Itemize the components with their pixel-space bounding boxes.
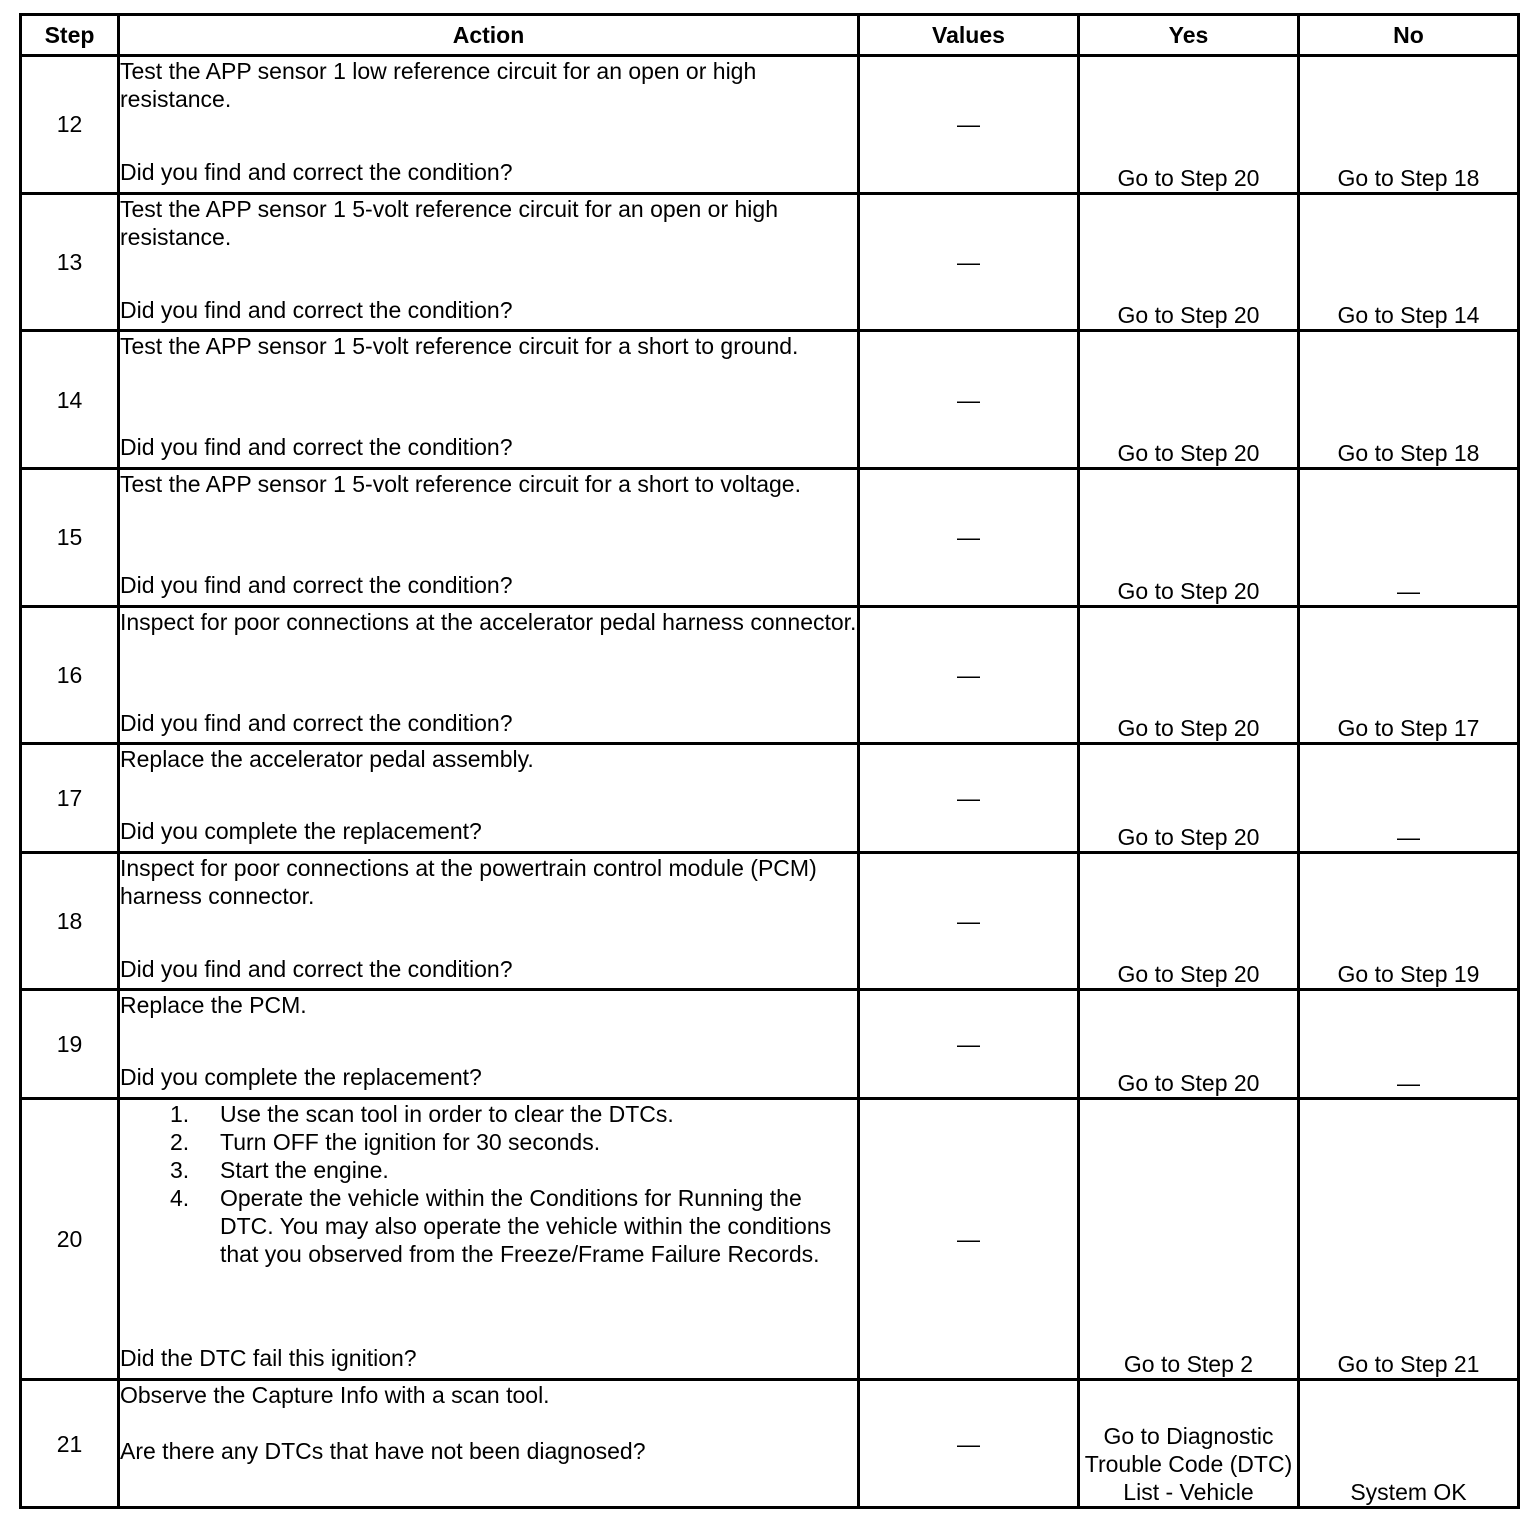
list-item: [120, 1100, 857, 1128]
table-row: [21, 56, 1519, 194]
header-row: [21, 15, 1519, 56]
no-cell: Go to Step 18: [1299, 331, 1519, 469]
no-cell: Go to Step 18: [1299, 56, 1519, 194]
no-cell: Go to Step 17: [1299, 606, 1519, 744]
table-row: [21, 744, 1519, 853]
action-text: Test the APP sensor 1 low reference circuit for an open or high resistance.: [120, 58, 757, 112]
table-row: [21, 606, 1519, 744]
step-number: 20: [21, 1098, 119, 1379]
header-step: Step: [21, 15, 119, 56]
values-cell: —: [859, 852, 1079, 990]
yes-cell: Go to Step 20: [1079, 744, 1299, 853]
step-number: 19: [21, 990, 119, 1099]
table-row: [21, 1098, 1519, 1379]
substep-number: 2.: [170, 1128, 190, 1155]
no-cell: Go to Step 21: [1299, 1098, 1519, 1379]
values-cell: —: [859, 744, 1079, 853]
step-number: 14: [21, 331, 119, 469]
step-number: 18: [21, 852, 119, 990]
substep-text: Operate the vehicle within the Conditions for Running the DTC. You may also operate the vehicle within the conditions that you observed from the Freeze/Frame Failure Records.: [220, 1184, 832, 1267]
step-number: 15: [21, 468, 119, 606]
step-number: 16: [21, 606, 119, 744]
header-no: No: [1299, 15, 1519, 56]
action-question: Did you find and correct the condition?: [120, 159, 513, 185]
yes-cell: Go to Step 20: [1079, 56, 1299, 194]
values-cell: —: [859, 606, 1079, 744]
step-number: 12: [21, 56, 119, 194]
values-cell: —: [859, 1098, 1079, 1379]
action-question: Did you find and correct the condition?: [120, 571, 513, 598]
no-cell: —: [1299, 744, 1519, 853]
substep-text: Start the engine.: [220, 1156, 389, 1183]
action-cell: [119, 1098, 859, 1379]
action-question: Did you complete the replacement?: [120, 818, 482, 845]
list-item: [120, 1156, 857, 1184]
table-row: [21, 468, 1519, 606]
action-text: Replace the accelerator pedal assembly.: [120, 746, 534, 773]
yes-cell: Go to Step 20: [1079, 606, 1299, 744]
no-cell: —: [1299, 990, 1519, 1099]
diagnostic-table: [19, 13, 1520, 1509]
action-text: Inspect for poor connections at the accelerator pedal harness connector.: [120, 608, 857, 635]
yes-cell: Go to Step 20: [1079, 852, 1299, 990]
action-cell: [119, 468, 859, 606]
substep-number: 4.: [170, 1184, 190, 1211]
step-number: 17: [21, 744, 119, 853]
values-cell: —: [859, 468, 1079, 606]
step-number: 13: [21, 193, 119, 331]
yes-cell: Go to Step 20: [1079, 193, 1299, 331]
action-question: Did the DTC fail this ignition?: [120, 1344, 417, 1371]
values-cell: —: [859, 331, 1079, 469]
action-question: Did you find and correct the condition?: [120, 709, 513, 736]
yes-cell: Go to Step 20: [1079, 990, 1299, 1099]
table-row: [21, 193, 1519, 331]
no-cell: System OK: [1299, 1380, 1519, 1508]
values-cell: —: [859, 193, 1079, 331]
step-number: 21: [21, 1380, 119, 1508]
substep-number: 3.: [170, 1156, 190, 1183]
yes-cell: Go to Diagnostic Trouble Code (DTC) List - Vehicle: [1079, 1380, 1299, 1508]
substep-number: 1.: [170, 1100, 190, 1127]
list-item: [120, 1128, 857, 1156]
table-row: [21, 852, 1519, 990]
action-text: Observe the Capture Info with a scan tool.: [120, 1382, 550, 1409]
yes-cell: Go to Step 20: [1079, 331, 1299, 469]
substep-text: Use the scan tool in order to clear the DTCs.: [220, 1100, 674, 1127]
values-cell: —: [859, 990, 1079, 1099]
action-cell: [119, 990, 859, 1099]
table-row: [21, 990, 1519, 1099]
substep-text: Turn OFF the ignition for 30 seconds.: [220, 1128, 601, 1155]
action-question: Did you find and correct the condition?: [120, 296, 513, 323]
action-question: Are there any DTCs that have not been diagnosed?: [120, 1438, 646, 1465]
action-text: Test the APP sensor 1 5-volt reference circuit for an open or high resistance.: [120, 195, 778, 250]
action-text: Test the APP sensor 1 5-volt reference circuit for a short to ground.: [120, 333, 799, 360]
yes-cell: Go to Step 20: [1079, 468, 1299, 606]
action-cell: [119, 744, 859, 853]
header-yes: Yes: [1079, 15, 1299, 56]
action-text: Inspect for poor connections at the powertrain control module (PCM) harness connector.: [120, 854, 817, 909]
list-item: [120, 1184, 857, 1268]
values-cell: —: [859, 56, 1079, 194]
header-values: Values: [859, 15, 1079, 56]
header-action: Action: [119, 15, 859, 56]
action-text: Test the APP sensor 1 5-volt reference circuit for a short to voltage.: [120, 470, 801, 497]
action-question: Did you complete the replacement?: [120, 1064, 482, 1091]
action-cell: [119, 331, 859, 469]
no-cell: Go to Step 19: [1299, 852, 1519, 990]
action-cell: [119, 193, 859, 331]
table-row: [21, 1380, 1519, 1508]
no-cell: Go to Step 14: [1299, 193, 1519, 331]
action-text: Replace the PCM.: [120, 992, 307, 1019]
action-cell: [119, 1380, 859, 1508]
substep-list: [120, 1100, 857, 1268]
action-question: Did you find and correct the condition?: [120, 955, 513, 982]
values-cell: —: [859, 1380, 1079, 1508]
action-cell: [119, 606, 859, 744]
action-cell: [119, 852, 859, 990]
action-question: Did you find and correct the condition?: [120, 434, 513, 461]
yes-cell: Go to Step 2: [1079, 1098, 1299, 1379]
no-cell: —: [1299, 468, 1519, 606]
action-cell: [119, 56, 859, 194]
table-row: [21, 331, 1519, 469]
